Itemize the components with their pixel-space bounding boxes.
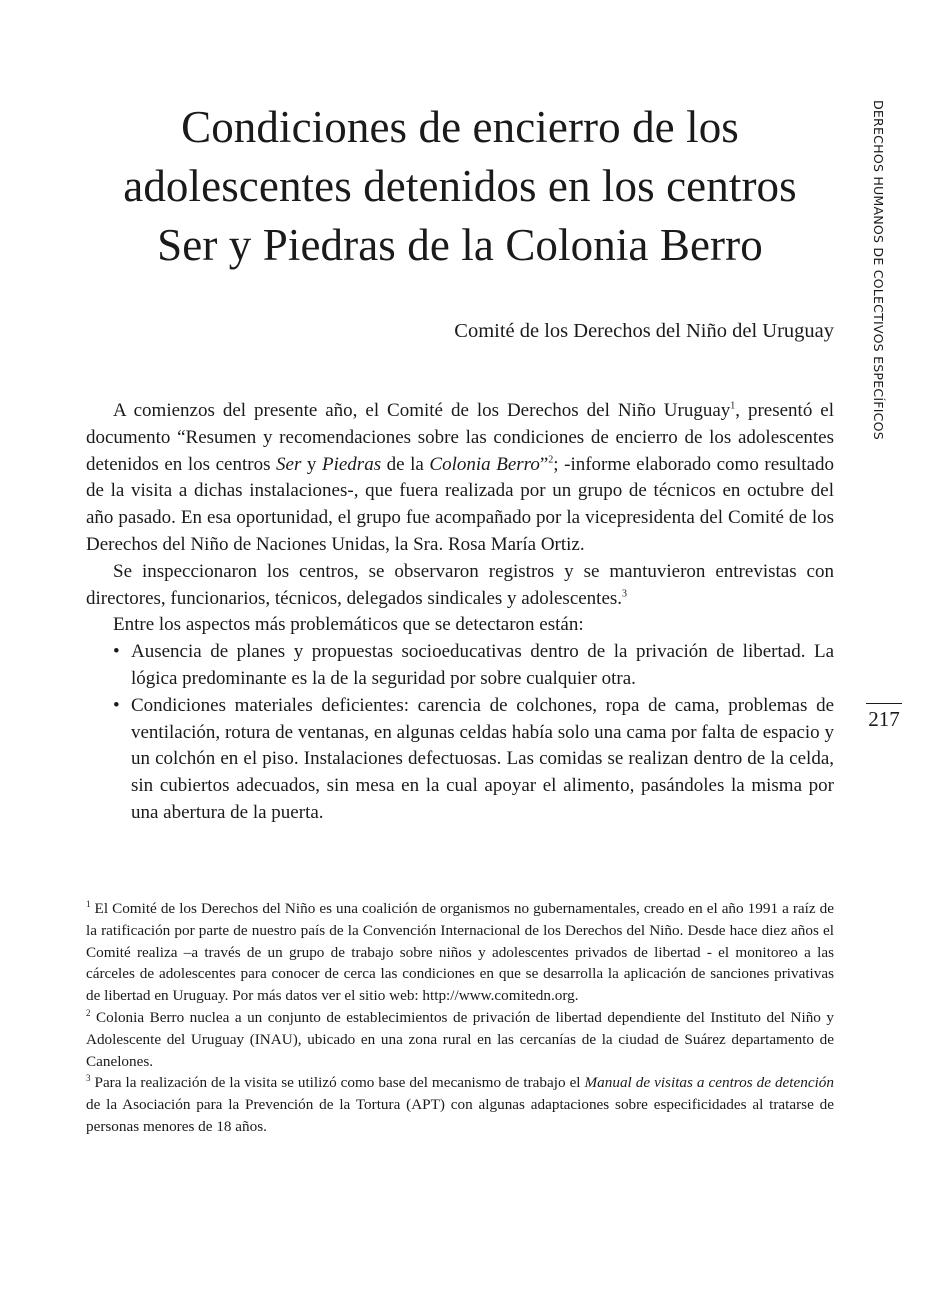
body-text-span: y	[301, 453, 322, 475]
body-text-span: de la	[381, 453, 430, 475]
title-line-3: Ser y Piedras de la Colonia Berro	[157, 220, 763, 270]
page-number: 217	[868, 707, 900, 731]
body-paragraph-3: Entre los aspectos más problemáticos que se detectaron están:	[113, 614, 584, 636]
bullet-marker: •	[113, 694, 120, 716]
body-text-span: A comienzos del presente año, el Comité de los Derechos del Niño Uruguay	[113, 400, 731, 421]
footnote-number: 2	[86, 1007, 91, 1018]
footnote-2	[86, 1007, 834, 1072]
list-item	[113, 693, 834, 827]
footnote-ref-2: 2	[548, 454, 554, 466]
body-text-span: ; -informe elaborado como resultado de la visita a dichas instalaciones-, que fuera realizada por un grupo de técnicos en octubre del año pasado. En esa oportunidad, el grupo fue acompañado por la vicepresidenta del Comité de los Derechos del Niño de Naciones Unidas, la Sra. Rosa María Ortiz.	[86, 453, 835, 555]
running-header-vertical	[868, 100, 888, 440]
body-text-span: ”	[539, 453, 549, 475]
italic-manual-title: Manual de visitas a centros de detención	[584, 1074, 834, 1092]
title-line-1: Condiciones de encierro de los	[181, 102, 739, 152]
title-line-2: adolescentes detenidos en los centros	[123, 161, 797, 211]
list-item	[113, 639, 834, 693]
italic-colonia-berro: Colonia Berro	[429, 453, 540, 475]
body-text-span: Se inspeccionaron los centros, se observaron registros y se mantuvieron entrevistas con directores, funcionarios, técnicos, delegados sindicales y adolescentes.	[86, 560, 834, 609]
body-paragraph-1	[86, 398, 834, 559]
italic-ser: Ser	[276, 453, 302, 475]
list-item-text: Condiciones materiales deficientes: carencia de colchones, ropa de cama, problemas de ventilación, rotura de ventanas, en algunas celdas había solo una cama por falta de espacio y un colchón en el piso. Instalaciones defectuosas. Las comidas se realizan dentro de la celda, sin cubiertos adecuados, sin mesa en la cual apoyar el alimento, pasándoles la misma por una abertura de la puerta.	[131, 694, 834, 823]
article-author: Comité de los Derechos del Niño del Uruguay	[454, 320, 834, 342]
page-number-rule	[866, 703, 902, 704]
footnote-text: de la Asociación para la Prevención de la Tortura (APT) con algunas adaptaciones sobre especificidades al tratarse de personas menores de 18 años.	[86, 1096, 834, 1135]
footnotes	[86, 898, 834, 1138]
footnote-text: El Comité de los Derechos del Niño es una coalición de organismos no gubernamentales, creado en el año 1991 a raíz de la ratificación por parte de nuestro país de la Convención Internacional de los Derechos del Niño. Desde hace diez años el Comité realiza –a través de un grupo de trabajo sobre niños y adolescentes privados de libertad - el monitoreo a las cárceles de adolescentes para conocer de cerca las condiciones en que se desarrolla la aplicación de sanciones privativas de libertad en Uruguay. Por más datos ver el sitio web: http://www.comitedn.org.	[86, 900, 834, 1005]
footnote-text: Para la realización de la visita se utilizó como base del mecanismo de trabajo el	[90, 1074, 585, 1092]
footnote-ref-1: 1	[730, 400, 736, 412]
footnote-text: Colonia Berro nuclea a un conjunto de establecimientos de privación de libertad dependiente del Instituto del Niño y Adolescente del Uruguay (INAU), ubicado en una zona rural en las cercanías de la ciudad de Suárez departamento de Canelones.	[86, 1008, 834, 1070]
body-paragraph-2	[86, 559, 834, 613]
footnote-3	[86, 1072, 834, 1137]
footnote-ref-3: 3	[622, 588, 628, 600]
footnote-number: 1	[86, 898, 91, 909]
footnote-number: 3	[86, 1073, 91, 1084]
bullet-marker: •	[113, 641, 120, 663]
article-body	[86, 398, 834, 827]
article-title	[86, 98, 834, 275]
running-header-text: DERECHOS HUMANOS DE COLECTIVOS ESPECÍFICOS	[871, 100, 886, 440]
body-text-span: , presentó el documento “Resumen y recomendaciones sobre las condiciones de encierro de los adolescentes detenidos en los centros	[86, 400, 834, 475]
footnote-1	[86, 898, 834, 1007]
list-item-text: Ausencia de planes y propuestas socioeducativas dentro de la privación de libertad. La lógica predominante es la de la seguridad por sobre cualquier otra.	[131, 641, 834, 689]
problem-list	[86, 639, 834, 827]
italic-piedras: Piedras	[321, 453, 382, 475]
